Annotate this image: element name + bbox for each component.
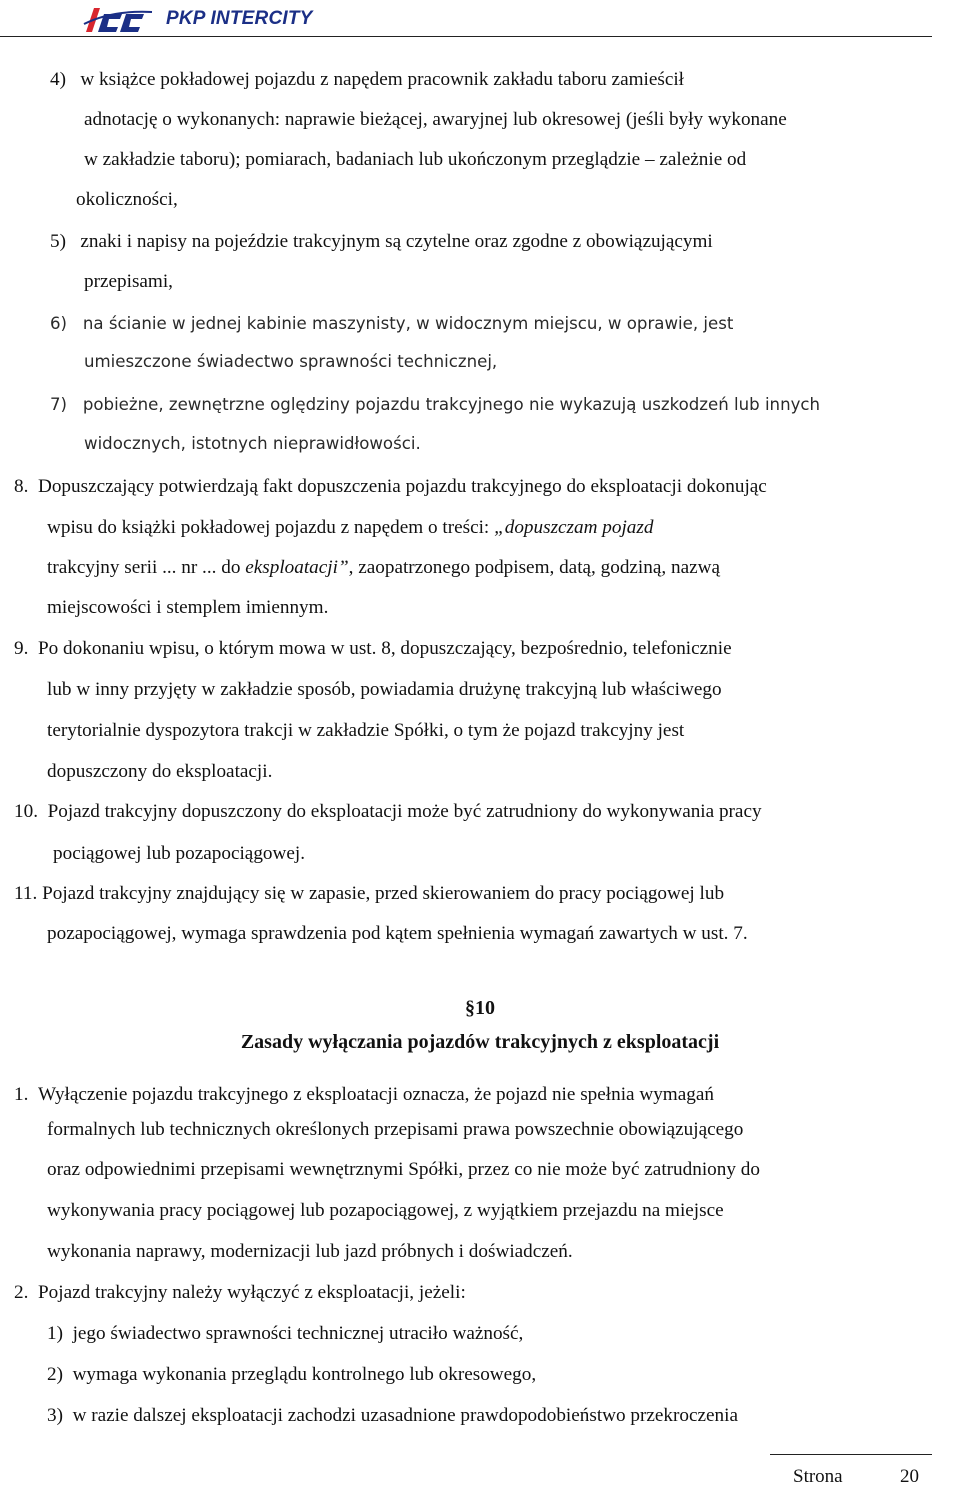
section-title: Zasady wyłączania pojazdów trakcyjnych z eksploatacji <box>240 1031 720 1053</box>
text-line: 9. Po dokonaniu wpisu, o którym mowa w ust. 8, dopuszczający, bezpośrednio, telefonicznie <box>14 638 732 659</box>
italic-text-run: „dopuszczam pojazd <box>494 517 654 538</box>
text-line: 4) w książce pokładowej pojazdu z napędem pracownik zakładu taboru zamieścił <box>50 69 685 90</box>
text-line: 10. Pojazd trakcyjny dopuszczony do eksploatacji może być zatrudniony do wykonywania pracy <box>14 801 762 822</box>
footer-page-label: Strona <box>793 1466 843 1487</box>
text-line <box>47 556 720 580</box>
text-line: 5) znaki i napisy na pojeździe trakcyjnym są czytelne oraz zgodne z obowiązującymi <box>50 231 713 252</box>
header-rule <box>0 36 932 37</box>
text-line: 3) w razie dalszej eksploatacji zachodzi uzasadnione prawdopodobieństwo przekroczenia <box>47 1405 738 1426</box>
section-number: §10 <box>465 997 495 1019</box>
text-line: 1. Wyłączenie pojazdu trakcyjnego z eksploatacji oznacza, że pojazd nie spełnia wymagań <box>14 1084 714 1105</box>
text-line: terytorialnie dyspozytora trakcji w zakładzie Spółki, o tym że pojazd trakcyjny jest <box>47 720 685 741</box>
text-line: w zakładzie taboru); pomiarach, badaniach lub ukończonym przeglądzie – zależnie od <box>84 149 747 170</box>
text-line: okoliczności, <box>76 189 178 210</box>
text-line: wykonania naprawy, modernizacji lub jazd próbnych i doświadczeń. <box>47 1241 573 1262</box>
text-run: wpisu do książki pokładowej pojazdu z napędem o treści: <box>47 517 495 538</box>
intercity-logo-mark-icon <box>82 4 154 34</box>
italic-text-run: eksploatacji” <box>245 557 349 578</box>
text-line: pozapociągowej, wymaga sprawdzenia pod kątem spełnienia wymagań zawartych w ust. 7. <box>47 923 748 944</box>
logo-text: PKP INTERCITY <box>166 8 313 29</box>
text-line <box>47 516 653 540</box>
text-run: trakcyjny serii ... nr ... do <box>47 557 246 578</box>
text-line: 8. Dopuszczający potwierdzają fakt dopuszczenia pojazdu trakcyjnego do eksploatacji dokonując <box>14 476 767 497</box>
text-line: 2) wymaga wykonania przeglądu kontrolnego lub okresowego, <box>47 1364 537 1385</box>
text-line: widocznych, istotnych nieprawidłowości. <box>84 434 421 453</box>
footer-rule <box>770 1454 932 1455</box>
page-header <box>0 0 960 40</box>
text-line: lub w inny przyjęty w zakładzie sposób, powiadamia drużynę trakcyjną lub właściwego <box>47 679 722 700</box>
text-line: 1) jego świadectwo sprawności technicznej utraciło ważność, <box>47 1323 524 1344</box>
text-line: 11. Pojazd trakcyjny znajdujący się w zapasie, przed skierowaniem do pracy pociągowej lub <box>14 883 725 904</box>
pkp-intercity-logo <box>82 4 313 34</box>
footer-page-number: 20 <box>900 1466 919 1487</box>
text-line: przepisami, <box>84 271 173 292</box>
text-line: dopuszczony do eksploatacji. <box>47 761 273 782</box>
text-line: 6) na ścianie w jednej kabinie maszynisty, w widocznym miejscu, w oprawie, jest <box>50 314 734 333</box>
text-line: pociągowej lub pozapociągowej. <box>53 843 306 864</box>
text-line: miejscowości i stemplem imiennym. <box>47 597 329 618</box>
text-line: oraz odpowiednimi przepisami wewnętrznymi Spółki, przez co nie może być zatrudniony do <box>47 1159 760 1180</box>
text-line: formalnych lub technicznych określonych przepisami prawa powszechnie obowiązującego <box>47 1119 744 1140</box>
text-line: adnotację o wykonanych: naprawie bieżącej, awaryjnej lub okresowej (jeśli były wykonane <box>84 109 787 130</box>
text-run: , zaopatrzonego podpisem, datą, godziną, nazwą <box>348 557 720 578</box>
text-line: 7) pobieżne, zewnętrzne oględziny pojazdu trakcyjnego nie wykazują uszkodzeń lub innych <box>50 395 821 414</box>
text-line: umieszczone świadectwo sprawności technicznej, <box>84 352 498 371</box>
text-line: wykonywania pracy pociągowej lub pozapociągowej, z wyjątkiem przejazdu na miejsce <box>47 1200 724 1221</box>
text-line: 2. Pojazd trakcyjny należy wyłączyć z eksploatacji, jeżeli: <box>14 1282 466 1303</box>
